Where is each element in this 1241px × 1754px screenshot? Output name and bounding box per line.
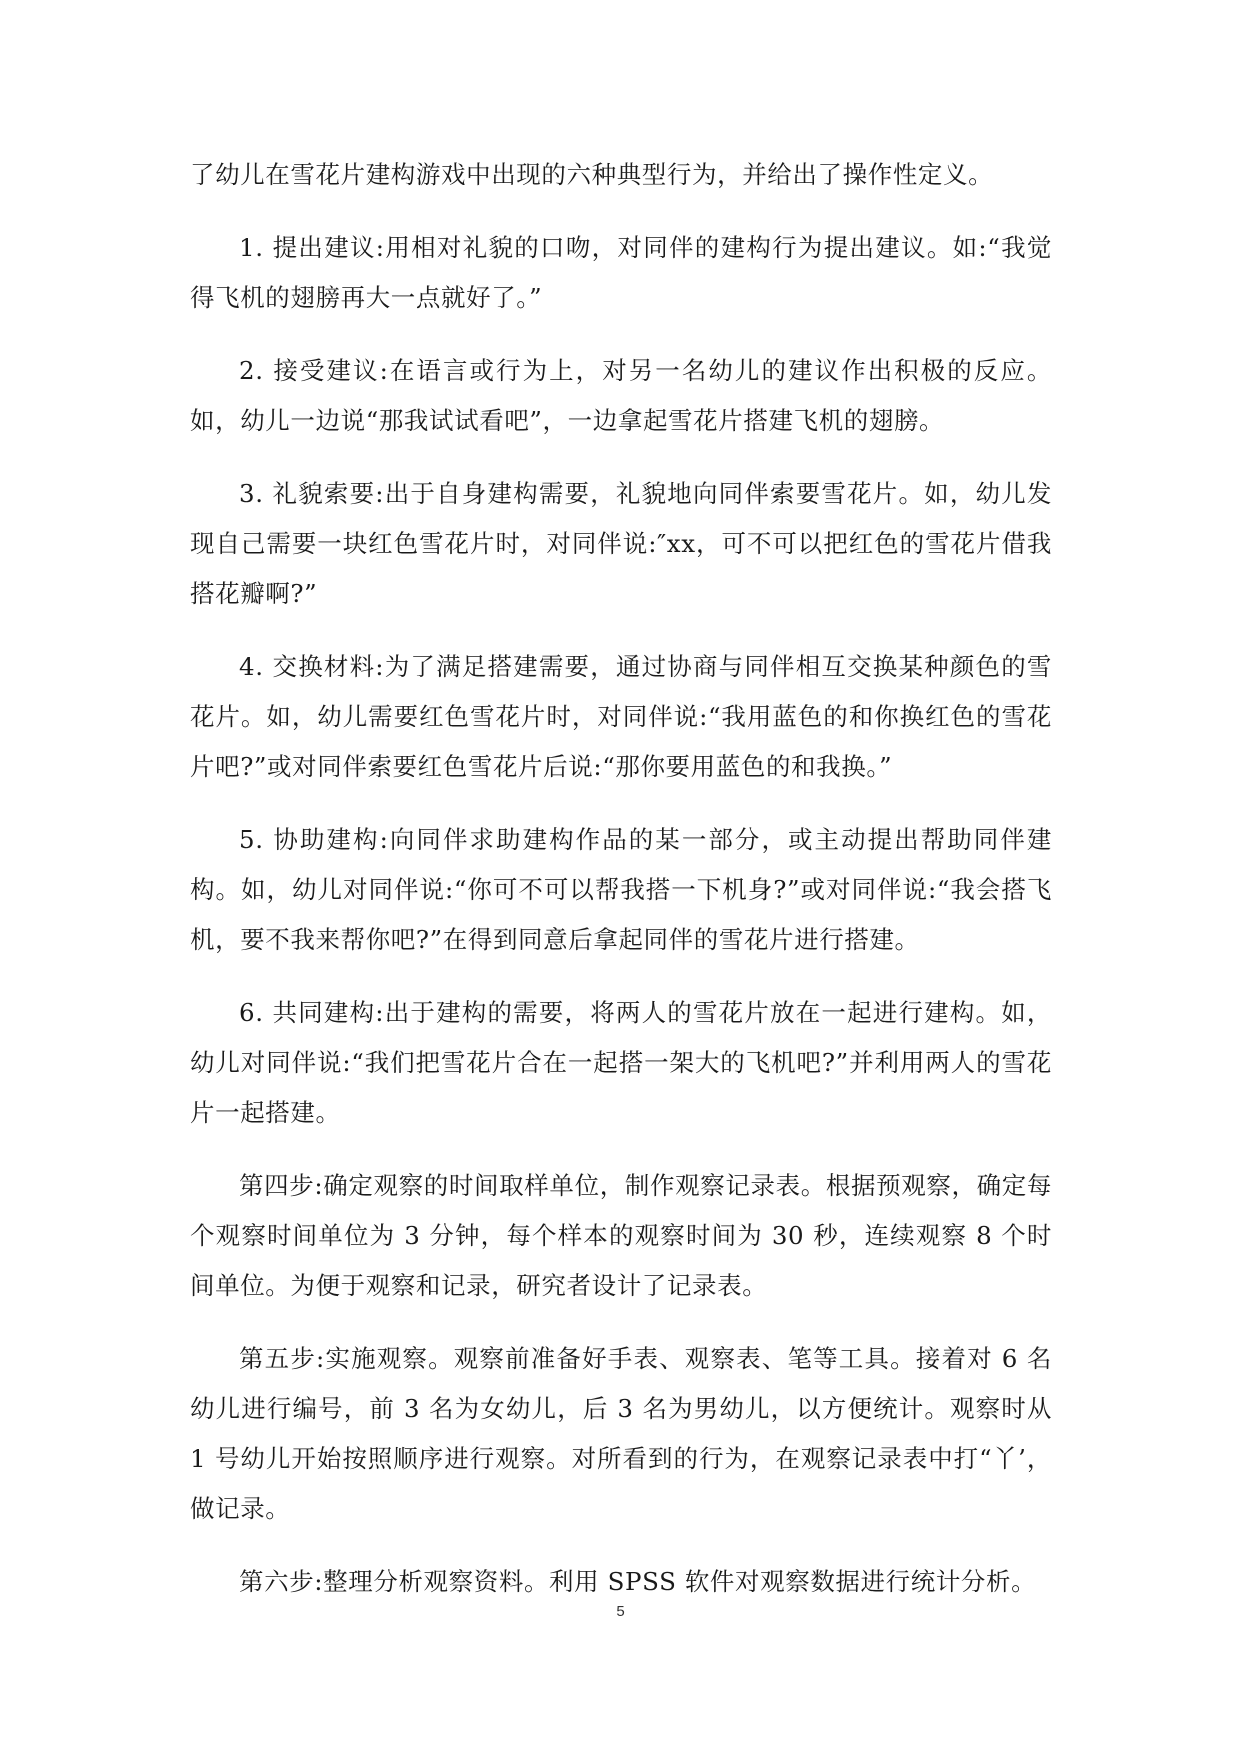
paragraph-step-5: 第五步:实施观察。观察前准备好手表、观察表、笔等工具。接着对 6 名幼儿进行编号，前 3 名为女幼儿，后 3 名为男幼儿，以方便统计。观察时从 1 号幼儿开始按照顺序进行观察。对所看到的行为，在观察记录表中打“丫’，做记录。 [190,1344,1052,1523]
paragraph-intro: 了幼儿在雪花片建构游戏中出现的六种典型行为，并给出了操作性定义。 [190,160,994,189]
paragraph-behavior-5: 5. 协助建构:向同伴求助建构作品的某一部分，或主动提出帮助同伴建构。如，幼儿对同伴说:“你可不可以帮我搭一下机身?”或对同伴说:“我会搭飞机，要不我来帮你吧?”在得到同意后拿起同伴的雪花片进行搭建。 [190,825,1052,954]
paragraph-step-4: 第四步:确定观察的时间取样单位，制作观察记录表。根据预观察，确定每个观察时间单位为 3 分钟，每个样本的观察时间为 30 秒，连续观察 8 个时间单位。为便于观察和记录，研究者设计了记录表。 [190,1171,1052,1300]
paragraph-step-6: 第六步:整理分析观察资料。利用 SPSS 软件对观察数据进行统计分析。 [239,1567,1037,1596]
paragraph-behavior-6: 6. 共同建构:出于建构的需要，将两人的雪花片放在一起进行建构。如，幼儿对同伴说:“我们把雪花片合在一起搭一架大的飞机吧?”并利用两人的雪花片一起搭建。 [190,998,1052,1127]
paragraph-behavior-1: 1. 提出建议:用相对礼貌的口吻，对同伴的建构行为提出建议。如:“我觉得飞机的翅膀再大一点就好了。” [190,233,1052,312]
paragraph-behavior-3: 3. 礼貌索要:出于自身建构需要，礼貌地向同伴索要雪花片。如，幼儿发现自己需要一块红色雪花片时，对同伴说:″xx，可不可以把红色的雪花片借我搭花瓣啊?” [190,479,1052,608]
paragraph-behavior-2: 2. 接受建议:在语言或行为上，对另一名幼儿的建议作出积极的反应。如，幼儿一边说“那我试试看吧”，一边拿起雪花片搭建飞机的翅膀。 [190,356,1052,435]
page-number: 5 [616,1603,625,1620]
document-body [190,150,1052,1630]
paragraph-behavior-4: 4. 交换材料:为了满足搭建需要，通过协商与同伴相互交换某种颜色的雪花片。如，幼儿需要红色雪花片时，对同伴说:“我用蓝色的和你换红色的雪花片吧?”或对同伴索要红色雪花片后说:“那你要用蓝色的和我换。” [190,652,1052,781]
